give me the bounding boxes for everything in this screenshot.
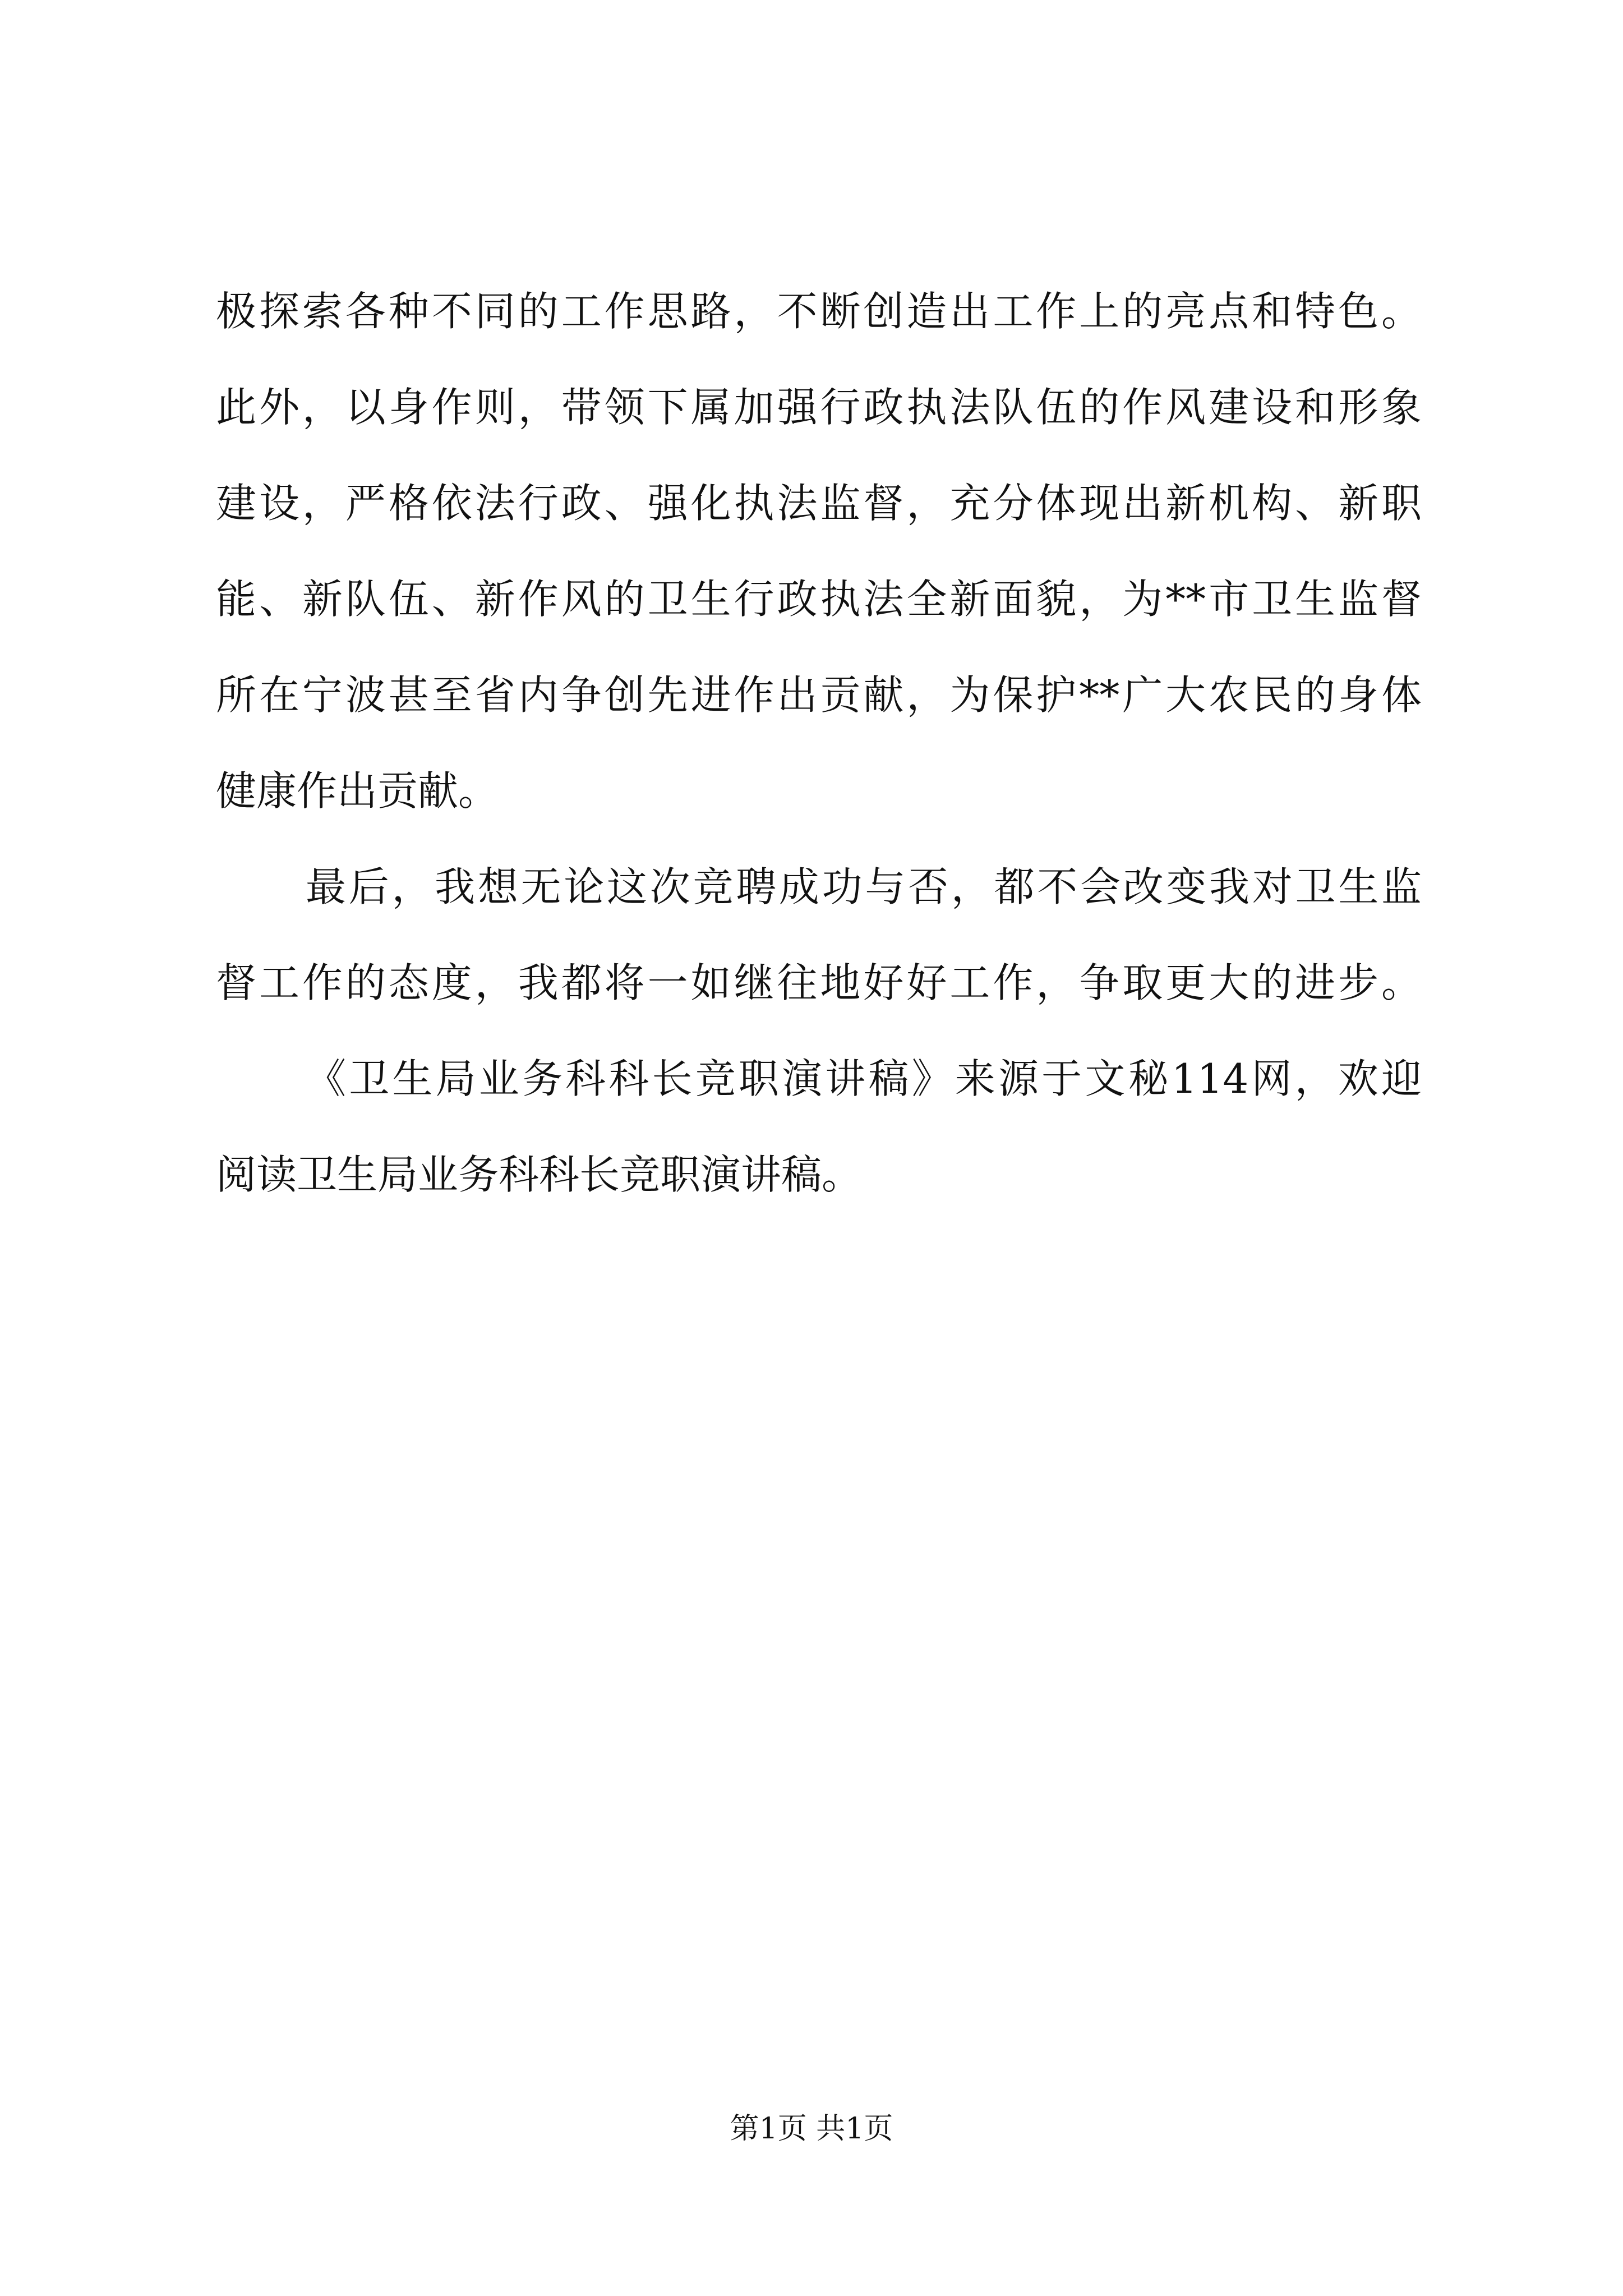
body-line: 所在宁波甚至省内争创先进作出贡献，为保护**广大农民的身体: [216, 671, 1422, 719]
body-line: 健康作出贡献。: [216, 767, 499, 815]
body-line: 极探索各种不同的工作思路，不断创造出工作上的亮点和特色。: [216, 288, 1422, 335]
body-line: 督工作的态度，我都将一如继往地好好工作，争取更大的进步。: [216, 959, 1422, 1006]
body-line: 能、新队伍、新作风的卫生行政执法全新面貌，为**市卫生监督: [216, 576, 1422, 623]
document-body: [216, 264, 1422, 1223]
body-line: 此外，以身作则，带领下属加强行政执法队伍的作风建设和形象: [216, 384, 1422, 431]
body-line: 阅读卫生局业务科科长竞职演讲稿。: [216, 1151, 863, 1198]
paragraph-first-line: 最后，我想无论这次竞聘成功与否，都不会改变我对卫生监: [306, 863, 1422, 910]
paragraph-first-line: 《卫生局业务科科长竞职演讲稿》来源于文秘114网，欢迎: [306, 1055, 1422, 1102]
body-line: 建设，严格依法行政、强化执法监督，充分体现出新机构、新职: [216, 480, 1422, 527]
page-number-footer: 第1页 共1页: [730, 2112, 893, 2146]
